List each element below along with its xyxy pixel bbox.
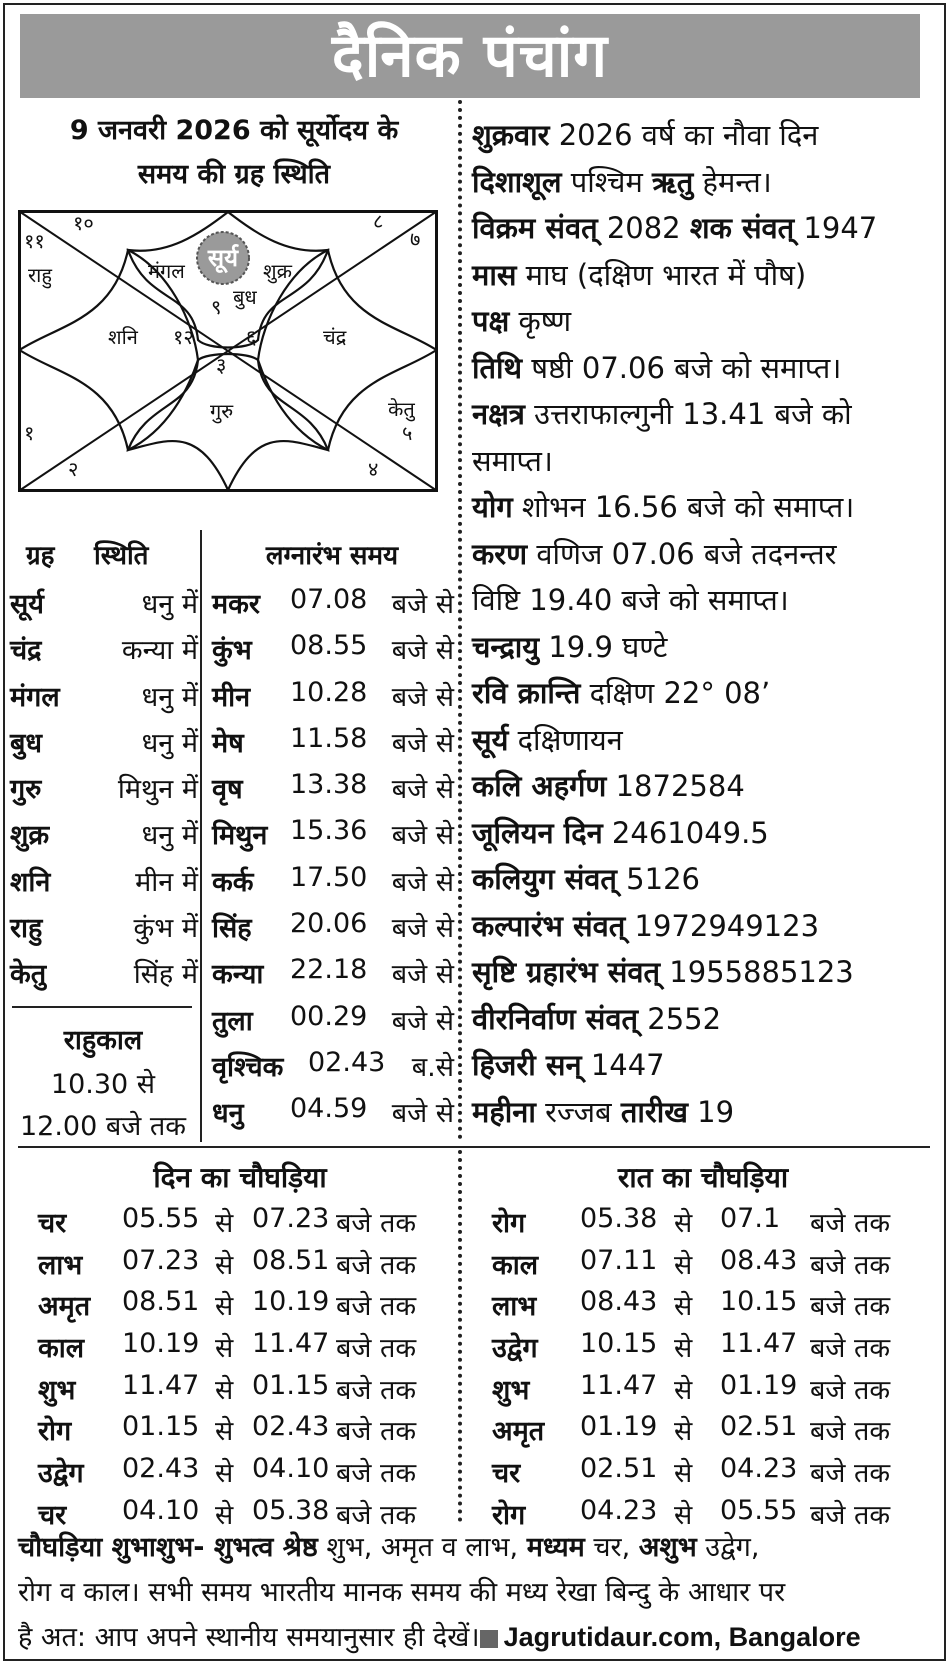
panchang-row: कल्पारंभ संवत् 1972949123 <box>472 908 820 943</box>
choghadiya-row: चर 04.10 से 05.38 बजे तक <box>38 1494 417 1531</box>
panchang-row: विष्टि 19.40 बजे को समाप्त। <box>472 583 789 617</box>
kundli-h6: ६ <box>246 325 257 349</box>
site-link[interactable]: Jagrutidaur.com, Bangalore <box>503 1622 861 1652</box>
choghadiya-row: चर 02.51 से 04.23 बजे तक <box>492 1453 891 1490</box>
choghadiya-row: शुभ 11.47 से 01.19 बजे तक <box>492 1369 891 1406</box>
panchang-row: दिशाशूल पश्चिम ऋतु हेमन्त। <box>472 164 772 199</box>
planet-header-1: ग्रह <box>26 541 55 571</box>
kundli-h12: १२ <box>173 325 194 349</box>
dotted-divider <box>458 100 462 1140</box>
day-choghadiya-table <box>38 1200 448 1534</box>
panchang-row: करण वणिज 07.06 बजे तदनन्तर <box>472 536 837 571</box>
choghadiya-row: अमृत 01.19 से 02.51 बजे तक <box>492 1411 891 1448</box>
panchang-row: पक्ष कृष्ण <box>472 304 572 338</box>
panchang-row: तिथि षष्ठी 07.06 बजे को समाप्त। <box>472 350 842 385</box>
kundli-mangal: मंगल <box>148 259 185 283</box>
kundli-h7: ७ <box>410 227 421 251</box>
choghadiya-row: रोग 01.15 से 02.43 बजे तक <box>38 1411 417 1448</box>
lagna-row: कर्क 17.50 बजे से <box>212 861 454 898</box>
panchang-row: सूर्य दक्षिणायन <box>472 722 623 757</box>
kundli-ketu: केतु <box>388 397 415 421</box>
panchang-row: नक्षत्र उत्तराफाल्गुनी 13.41 बजे को <box>472 397 852 431</box>
choghadiya-row: काल 07.11 से 08.43 बजे तक <box>492 1244 891 1281</box>
planet-row: चंद्र कन्या में <box>10 635 198 667</box>
night-choghadiya-table <box>492 1200 932 1534</box>
kundli-chart <box>18 210 438 492</box>
lagna-row: तुला 00.29 बजे से <box>212 1000 454 1037</box>
footer-line3: है अत: आप अपने स्थानीय समयानुसार ही देखें। Jagrutidaur.com, Bangalore <box>18 1622 861 1653</box>
panchang-row: रवि क्रान्ति दक्षिण 22° 08’ <box>472 676 771 710</box>
lagna-table <box>210 580 454 1136</box>
footer-note <box>18 1525 933 1660</box>
planet-table <box>10 580 198 997</box>
kundli-h3: ३ <box>216 353 227 377</box>
planet-row: केतु सिंह में <box>10 959 198 991</box>
choghadiya-row: अमृत 08.51 से 10.19 बजे तक <box>38 1286 417 1323</box>
lagna-header: लग्नारंभ समय <box>265 541 399 571</box>
kundli-h1: १ <box>24 421 35 445</box>
lagna-row: मीन 10.28 बजे से <box>212 676 454 713</box>
rahukaal-line1: 10.30 से <box>50 1069 156 1100</box>
choghadiya-row: लाभ 08.43 से 10.15 बजे तक <box>492 1286 891 1323</box>
lagna-row: वृश्चिक 02.43 ब.से <box>212 1046 454 1083</box>
kundli-budh: बुध <box>233 285 257 309</box>
choghadiya-row: उद्वेग 10.15 से 11.47 बजे तक <box>492 1328 891 1365</box>
kundli-sun: सूर्य <box>207 244 239 272</box>
lagna-row: मिथुन 15.36 बजे से <box>212 815 454 852</box>
lagna-row: मेष 11.58 बजे से <box>212 722 454 759</box>
night-choghadiya-header: रात का चौघड़िया <box>617 1161 789 1194</box>
divider <box>200 530 202 1142</box>
rahukaal-line2: 12.00 बजे तक <box>19 1111 187 1142</box>
panchang-row: जूलियन दिन 2461049.5 <box>472 815 769 850</box>
panchang-row: समाप्त। <box>472 443 553 478</box>
planet-header-2: स्थिति <box>94 541 149 571</box>
choghadiya-row: उद्वेग 02.43 से 04.10 बजे तक <box>38 1453 417 1490</box>
kundli-rahu: राहु <box>28 263 52 287</box>
page-title: दैनिक पंचांग <box>20 14 920 98</box>
panchang-row: योग शोभन 16.56 बजे को समाप्त। <box>472 490 855 524</box>
choghadiya-row: रोग 05.38 से 07.1 बजे तक <box>492 1203 891 1239</box>
lagna-row: वृष 13.38 बजे से <box>212 769 454 806</box>
kundli-h11: ११ <box>24 229 45 253</box>
planet-row: मंगल धनु में <box>10 681 198 713</box>
planet-row: शुक्र धनु में <box>10 820 198 852</box>
lagna-row: कुंभ 08.55 बजे से <box>212 630 454 667</box>
kundli-h9: ९ <box>211 295 222 319</box>
divider <box>12 1006 192 1008</box>
square-bullet-icon <box>480 1630 498 1648</box>
panchang-row: मास माघ (दक्षिण भारत में पौष) <box>472 257 807 292</box>
choghadiya-row: चर 05.55 से 07.23 बजे तक <box>38 1203 417 1239</box>
footer-line1: चौघड़िया शुभाशुभ- शुभत्व श्रेष्ठ शुभ, अमृत व लाभ, मध्यम चर, अशुभ उद्वेग, <box>18 1532 760 1563</box>
kundli-h5: ५ <box>402 421 413 445</box>
planet-row: राहु कुंभ में <box>10 913 198 945</box>
chart-heading-line2: समय की ग्रह स्थिति <box>137 159 331 190</box>
panchang-row: सृष्टि ग्रहारंभ संवत् 1955885123 <box>472 955 854 989</box>
planet-row: सूर्य धनु में <box>10 589 198 620</box>
panchang-row: विक्रम संवत् 2082 शक संवत् 1947 <box>472 211 878 245</box>
choghadiya-row: काल 10.19 से 11.47 बजे तक <box>38 1328 417 1365</box>
dotted-divider <box>458 1150 462 1522</box>
kundli-shani: शनि <box>108 325 138 349</box>
panchang-row: वीरनिर्वाण संवत् 2552 <box>472 1001 722 1036</box>
panchang-details <box>472 112 942 1135</box>
kundli-chandra: चंद्र <box>323 325 347 349</box>
choghadiya-row: रोग 04.23 से 05.55 बजे तक <box>492 1494 891 1531</box>
panchang-row: चन्द्रायु 19.9 घण्टे <box>472 629 668 664</box>
lagna-row: सिंह 20.06 बजे से <box>212 908 454 945</box>
kundli-h4: ४ <box>368 457 379 481</box>
panchang-row: कलि अहर्गण 1872584 <box>472 769 745 803</box>
choghadiya-row: लाभ 07.23 से 08.51 बजे तक <box>38 1244 417 1281</box>
divider <box>18 1146 930 1148</box>
panchang-row: शुक्रवार 2026 वर्ष का नौवा दिन <box>472 118 819 152</box>
lagna-row: कन्या 22.18 बजे से <box>212 954 454 991</box>
kundli-shukra: शुक्र <box>263 259 292 283</box>
kundli-h2: २ <box>68 457 79 481</box>
chart-heading-line1: 9 जनवरी 2026 को सूर्योदय के <box>69 115 399 146</box>
kundli-h10: १० <box>73 211 94 235</box>
planet-row: शनि मीन में <box>10 866 198 898</box>
panchang-row: महीना रज्जब तारीख 19 <box>472 1094 735 1129</box>
day-choghadiya-header: दिन का चौघड़िया <box>153 1161 327 1194</box>
panchang-row: हिजरी सन् 1447 <box>472 1048 665 1082</box>
rahukaal-label: राहुकाल <box>63 1025 143 1056</box>
footer-line2: रोग व काल। सभी समय भारतीय मानक समय की मध्य रेखा बिन्दु के आधार पर <box>18 1577 786 1608</box>
planet-row: बुध धनु में <box>10 727 198 759</box>
kundli-h8: ८ <box>373 210 384 233</box>
lagna-row: धनु 04.59 बजे से <box>212 1093 454 1130</box>
kundli-guru: गुरु <box>210 399 234 423</box>
choghadiya-row: शुभ 11.47 से 01.15 बजे तक <box>38 1369 417 1406</box>
lagna-row: मकर 07.08 बजे से <box>212 584 454 620</box>
planet-row: गुरु मिथुन में <box>10 774 198 806</box>
panchang-row: कलियुग संवत् 5126 <box>472 862 700 896</box>
